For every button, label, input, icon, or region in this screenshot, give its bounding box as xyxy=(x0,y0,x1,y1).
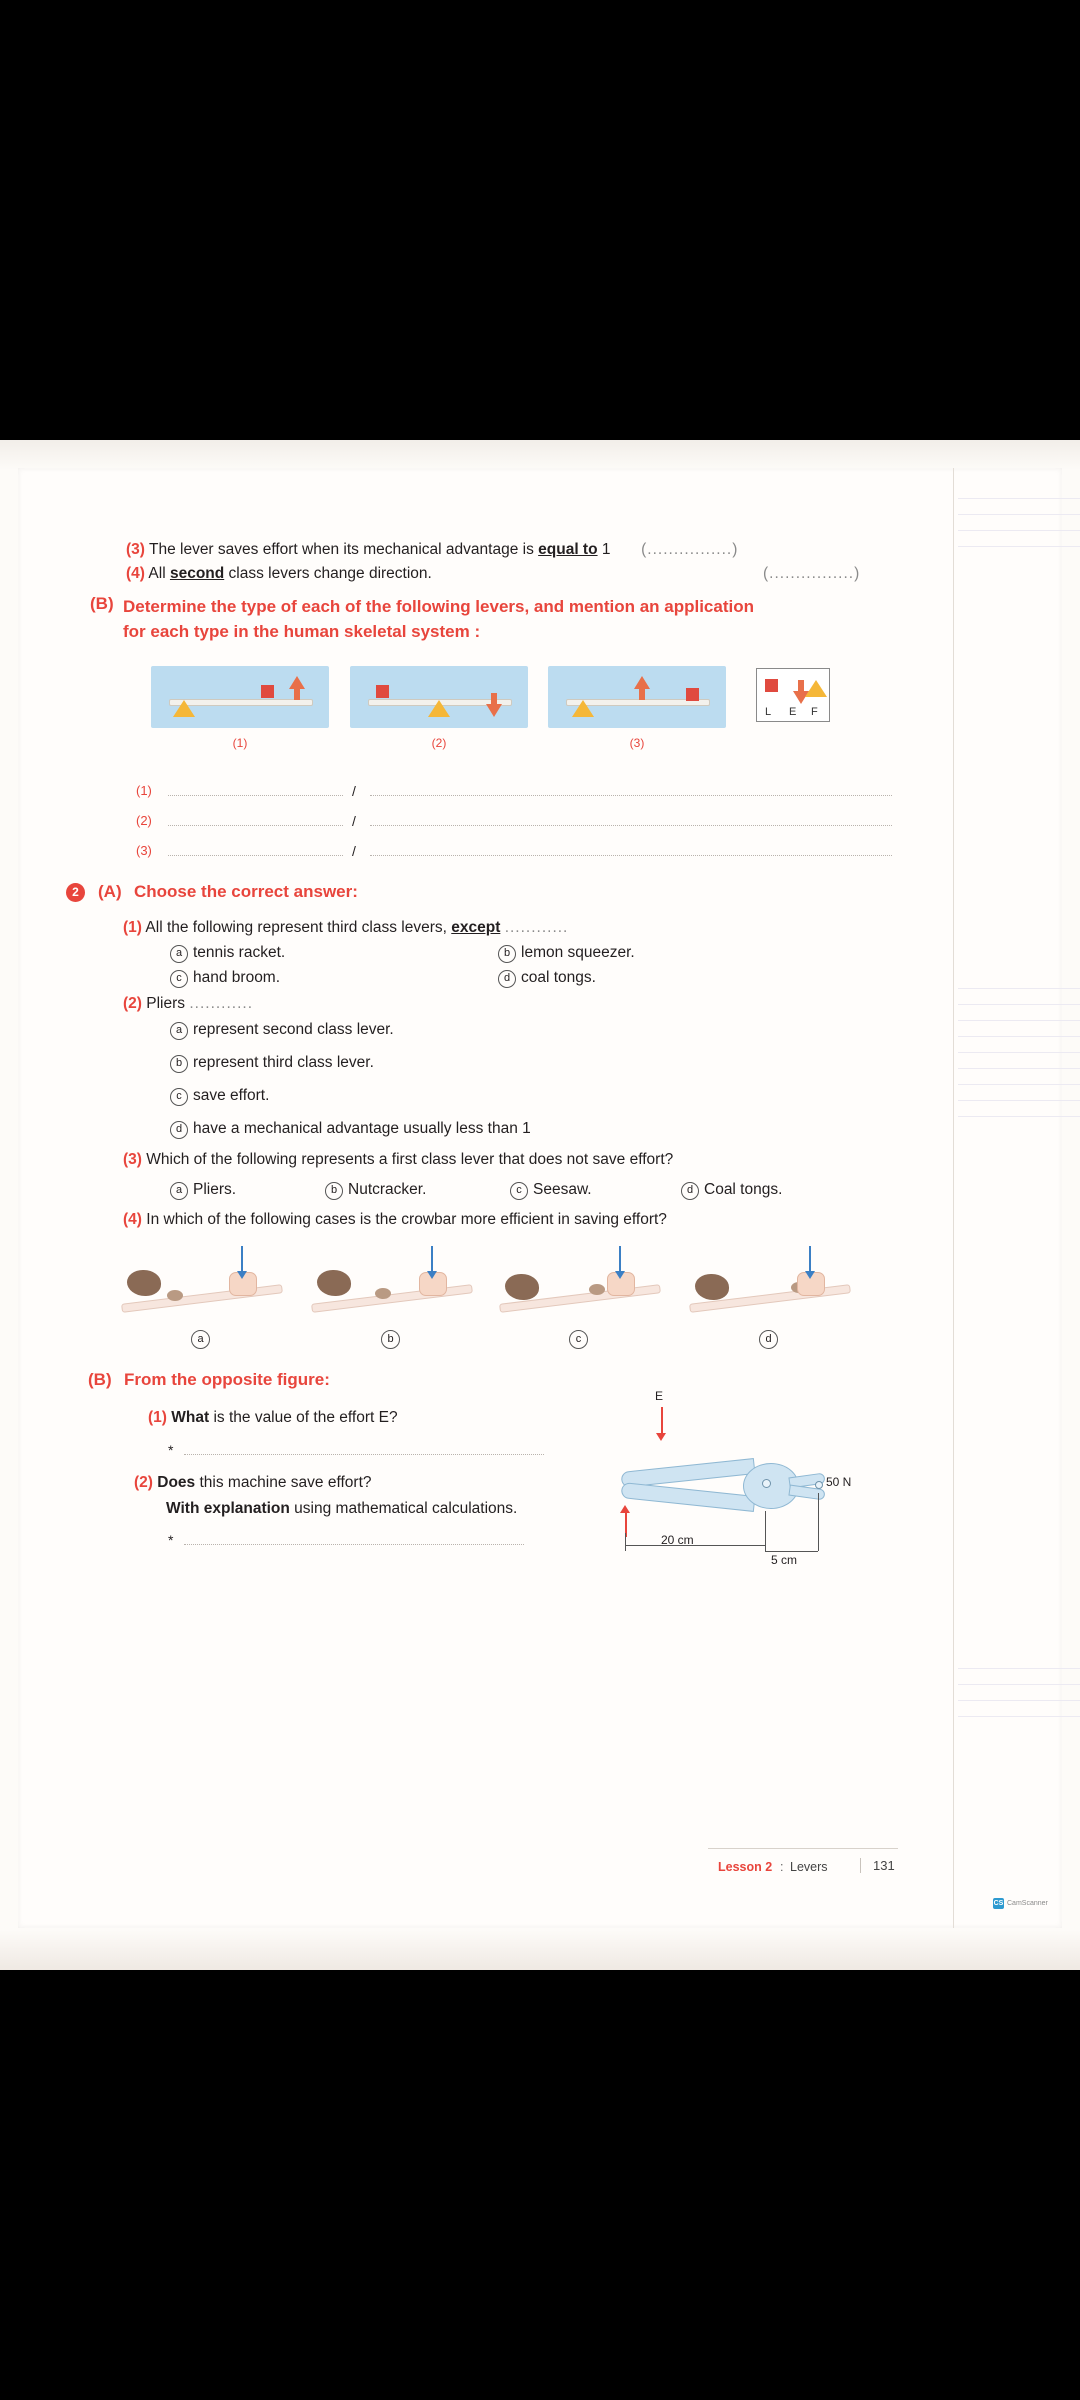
right-margin-ruled-lines xyxy=(958,488,1080,1888)
answer-line-2-blank-b[interactable] xyxy=(370,825,892,826)
effort-direction-arrow-icon xyxy=(241,1246,243,1272)
b2-q1-number: (1) xyxy=(148,1409,167,1426)
q2-item-4-text: In which of the following cases is the crowbar more efficient in saving effort? xyxy=(146,1211,667,1228)
fulcrum-triangle-icon xyxy=(173,700,195,717)
option-letter-c: c xyxy=(510,1182,528,1200)
option-letter-d: d xyxy=(681,1182,699,1200)
q2-item-2-option-b[interactable] xyxy=(170,1053,374,1073)
q2-item-2-dots: ............ xyxy=(189,995,254,1012)
item-4-text-b: class levers change direction. xyxy=(224,565,432,582)
option-letter-b: b xyxy=(170,1055,188,1073)
lever-figure-2 xyxy=(350,666,528,728)
b2-q2-bold: Does xyxy=(157,1474,196,1491)
rock-load xyxy=(127,1270,161,1296)
pliers-effort-arrowhead-icon xyxy=(656,1433,666,1441)
crowbar-option-d[interactable]: d xyxy=(759,1330,778,1349)
lever-figure-2-caption: (2) xyxy=(431,736,447,750)
option-c-text: Seesaw. xyxy=(533,1181,592,1198)
pliers-effort-arrow-icon xyxy=(661,1407,663,1433)
effort-arrow-up-icon xyxy=(289,676,305,689)
pliers-load-label: 50 N xyxy=(826,1475,852,1489)
crowbar-figure-c xyxy=(491,1246,666,1318)
pliers-figure xyxy=(603,1389,873,1583)
fulcrum-stone xyxy=(375,1288,391,1299)
crowbar-figure-a xyxy=(113,1246,288,1318)
b2-q2-line2-text: using mathematical calculations. xyxy=(289,1500,518,1517)
lever-legend xyxy=(756,668,830,722)
pliers-effort-label: E xyxy=(655,1389,664,1403)
camscanner-watermark xyxy=(993,1898,1048,1909)
b2-q1-star: * xyxy=(168,1442,174,1458)
lever-figure-1 xyxy=(151,666,329,728)
q2-item-2 xyxy=(123,994,253,1014)
effort-direction-arrow-icon xyxy=(619,1246,621,1272)
crowbar-option-c[interactable]: c xyxy=(569,1330,588,1349)
section-b2-title: From the opposite figure: xyxy=(124,1370,330,1389)
option-letter-a: a xyxy=(170,1022,188,1040)
q2-item-1-option-c[interactable] xyxy=(170,968,280,988)
crowbar-caption-d xyxy=(681,1330,856,1349)
crowbar-figure-d xyxy=(681,1246,856,1318)
crowbar-caption-b xyxy=(303,1330,478,1349)
option-b-text: lemon squeezer. xyxy=(521,944,635,961)
lever-figure-3-caption: (3) xyxy=(629,736,645,750)
crowbar-option-b[interactable]: b xyxy=(381,1330,400,1349)
legend-fulcrum-triangle-icon xyxy=(805,680,827,697)
item-4-answer-blank: (................) xyxy=(763,565,861,582)
b2-question-2-line2 xyxy=(166,1499,517,1519)
item-3-answer-blank: (................) xyxy=(641,541,739,558)
b2-q2-star: * xyxy=(168,1532,174,1548)
b2-q2-answer-blank[interactable] xyxy=(184,1544,524,1545)
q2-item-3 xyxy=(123,1150,673,1170)
option-a-text: represent second class lever. xyxy=(193,1021,394,1038)
footer-page-divider xyxy=(860,1858,861,1873)
item-4-text-a: All xyxy=(148,565,170,582)
answer-line-1-blank-a[interactable] xyxy=(168,795,343,796)
q2-item-1-option-a[interactable] xyxy=(170,943,285,963)
section-b-title: Determine the type of each of the following levers, and mention an application for each type in the human skeletal system : xyxy=(123,597,754,641)
pliers-handle-lower xyxy=(621,1482,756,1512)
crowbar-caption-a xyxy=(113,1330,288,1349)
dim-line-20cm xyxy=(625,1545,765,1546)
effort-direction-arrow-icon xyxy=(431,1246,433,1272)
section-b-label: (B) xyxy=(90,594,114,613)
dim-tick-right xyxy=(818,1493,819,1551)
lever-figure-1-caption: (1) xyxy=(232,736,248,750)
q2-item-1-text: All the following represent third class levers, xyxy=(145,919,452,936)
legend-load-square-icon xyxy=(765,679,778,692)
item-3-text-b: 1 xyxy=(597,541,611,558)
b2-question-1 xyxy=(148,1408,398,1428)
option-b-text: Nutcracker. xyxy=(348,1181,427,1198)
option-b-text: represent third class lever. xyxy=(193,1054,374,1071)
question-2-part-a-label: (A) xyxy=(98,882,122,901)
q2-item-3-option-a[interactable] xyxy=(170,1180,236,1200)
q2-item-2-option-c[interactable] xyxy=(170,1086,269,1106)
q2-item-1-bold: except xyxy=(451,919,501,936)
b2-q1-bold: What xyxy=(171,1409,210,1426)
legend-label-f: F xyxy=(811,706,818,718)
q2-item-2-number: (2) xyxy=(123,995,142,1012)
effort-arrow-up-icon xyxy=(634,676,650,689)
camscanner-label: CamScanner xyxy=(1007,1900,1048,1907)
page-edge-line xyxy=(953,468,954,1928)
answer-line-3-number: (3) xyxy=(136,843,152,858)
carryover-item-4 xyxy=(126,564,432,584)
q2-item-2-option-a[interactable] xyxy=(170,1020,394,1040)
answer-line-3-blank-a[interactable] xyxy=(168,855,343,856)
q2-item-1 xyxy=(123,918,568,938)
q2-item-4-number: (4) xyxy=(123,1211,142,1228)
scanned-page xyxy=(0,440,1080,1970)
q2-item-3-option-b[interactable] xyxy=(325,1180,426,1200)
b2-q2-number: (2) xyxy=(134,1474,153,1491)
b2-q2-line2-bold: With explanation xyxy=(166,1500,290,1517)
effort-arrow-down-icon xyxy=(486,704,502,717)
option-d-text: coal tongs. xyxy=(521,969,596,986)
rock-load xyxy=(695,1274,729,1300)
option-letter-a: a xyxy=(170,945,188,963)
dim-label-5cm: 5 cm xyxy=(771,1553,798,1567)
carryover-item-3 xyxy=(126,540,738,560)
answer-line-1-slash: / xyxy=(352,783,356,799)
dim-label-20cm: 20 cm xyxy=(661,1533,694,1547)
answer-line-3-slash: / xyxy=(352,843,356,859)
q2-item-1-option-d[interactable] xyxy=(498,968,596,988)
pliers-reaction-arrowhead-icon xyxy=(620,1505,630,1513)
footer-separator: : xyxy=(780,1860,784,1874)
option-letter-b: b xyxy=(498,945,516,963)
dim-tick-left xyxy=(625,1533,626,1551)
b2-q1-answer-blank[interactable] xyxy=(184,1454,544,1455)
page-number: 131 xyxy=(873,1858,895,1873)
q2-item-1-option-b[interactable] xyxy=(498,943,635,963)
legend-label-e: E xyxy=(789,706,797,718)
option-letter-d: d xyxy=(170,1121,188,1139)
rock-load xyxy=(505,1274,539,1300)
item-4-number: (4) xyxy=(126,565,145,582)
footer-lesson-label: Lesson 2 xyxy=(718,1860,773,1874)
lever-figure-3 xyxy=(548,666,726,728)
camscanner-logo-icon: CS xyxy=(993,1900,1004,1907)
fulcrum-triangle-icon xyxy=(428,700,450,717)
option-letter-c: c xyxy=(170,1088,188,1106)
footer-lesson-title: Levers xyxy=(790,1860,828,1874)
option-a-text: tennis racket. xyxy=(193,944,286,961)
option-a-text: Pliers. xyxy=(193,1181,237,1198)
option-d-text: Coal tongs. xyxy=(704,1181,783,1198)
item-4-bold: second xyxy=(169,565,225,582)
option-letter-b: b xyxy=(325,1182,343,1200)
q2-item-3-number: (3) xyxy=(123,1151,142,1168)
fulcrum-stone xyxy=(589,1284,605,1295)
paper-sheet xyxy=(18,468,1062,1928)
load-square-icon xyxy=(686,688,699,701)
legend-label-l: L xyxy=(765,706,772,718)
rock-load xyxy=(317,1270,351,1296)
option-letter-c: c xyxy=(170,970,188,988)
q2-item-1-dots: ............ xyxy=(504,919,569,936)
load-square-icon xyxy=(261,685,274,698)
answer-line-3-blank-b[interactable] xyxy=(370,855,892,856)
q2-item-2-text: Pliers xyxy=(146,995,190,1012)
crowbar-caption-c xyxy=(491,1330,666,1349)
footer-divider xyxy=(708,1848,898,1849)
effort-direction-arrow-icon xyxy=(809,1246,811,1272)
scan-bottom-gradient xyxy=(0,1930,1080,1970)
dim-tick-middle xyxy=(765,1511,766,1551)
item-3-number: (3) xyxy=(126,541,145,558)
option-letter-a: a xyxy=(170,1182,188,1200)
pliers-fulcrum-pin-icon xyxy=(762,1479,771,1488)
option-c-text: hand broom. xyxy=(193,969,281,986)
load-square-icon xyxy=(376,685,389,698)
b2-q2-text: this machine save effort? xyxy=(195,1474,372,1491)
q2-item-3-option-c[interactable] xyxy=(510,1180,592,1200)
pliers-load-point-icon xyxy=(815,1481,823,1489)
fulcrum-triangle-icon xyxy=(572,700,594,717)
answer-line-1-number: (1) xyxy=(136,783,152,798)
q2-item-3-text: Which of the following represents a first class lever that does not save effort? xyxy=(146,1151,674,1168)
question-2-part-a-title: Choose the correct answer: xyxy=(134,882,358,901)
answer-line-1-blank-b[interactable] xyxy=(370,795,892,796)
item-3-text-a: The lever saves effort when its mechanical advantage is xyxy=(148,541,539,558)
crowbar-option-a[interactable]: a xyxy=(191,1330,210,1349)
q2-item-3-option-d[interactable] xyxy=(681,1180,782,1200)
scan-top-gradient xyxy=(0,440,1080,470)
b2-question-2 xyxy=(134,1473,372,1493)
item-3-bold: equal to xyxy=(538,541,598,558)
b2-q1-text: is the value of the effort E? xyxy=(209,1409,398,1426)
q2-item-1-number: (1) xyxy=(123,919,142,936)
fulcrum-stone xyxy=(167,1290,183,1301)
question-2-number: 2 xyxy=(66,883,85,902)
option-c-text: save effort. xyxy=(193,1087,270,1104)
option-d-text: have a mechanical advantage usually less than 1 xyxy=(193,1120,531,1137)
page-content xyxy=(18,468,953,1928)
q2-item-4 xyxy=(123,1210,667,1230)
answer-line-2-slash: / xyxy=(352,813,356,829)
section-b2-label: (B) xyxy=(88,1370,112,1389)
crowbar-figure-b xyxy=(303,1246,478,1318)
option-letter-d: d xyxy=(498,970,516,988)
answer-line-2-blank-a[interactable] xyxy=(168,825,343,826)
dim-line-5cm xyxy=(765,1551,818,1552)
q2-item-2-option-d[interactable] xyxy=(170,1119,531,1139)
answer-line-2-number: (2) xyxy=(136,813,152,828)
